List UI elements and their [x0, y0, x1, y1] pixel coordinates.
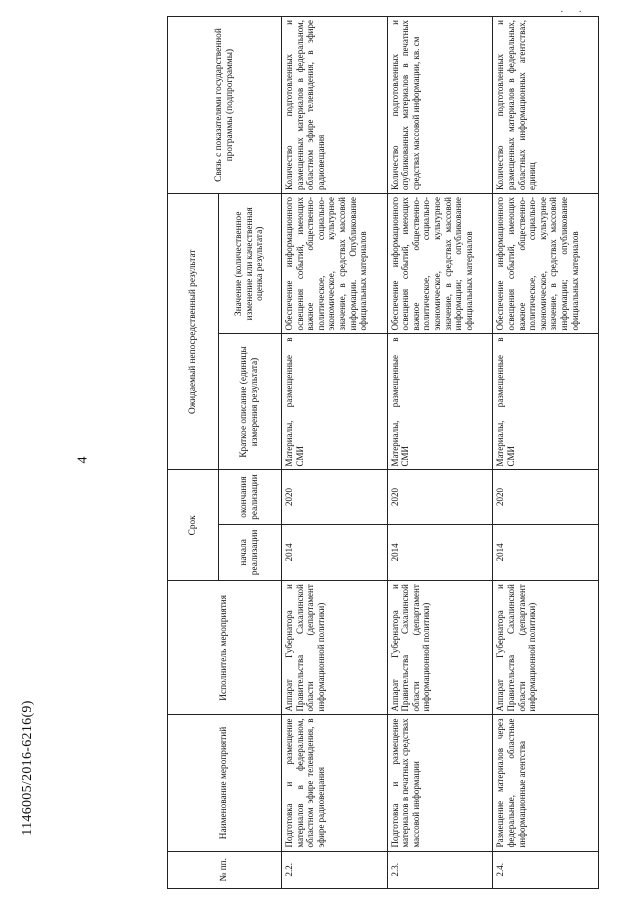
header-expected-desc: Краткое описание (единицы измерения результата) — [219, 334, 282, 470]
header-term-start: начала реализации — [219, 524, 282, 581]
row-desc: Материалы, размещенные в СМИ — [493, 334, 599, 470]
row-end: 2020 — [493, 470, 599, 524]
row-name: Подготовка и размещение материалов в печатных средствах массовой информации — [387, 715, 493, 851]
row-name: Размещение материалов через федеральные, областные информационные агентства — [493, 715, 599, 851]
table-row — [282, 17, 388, 889]
row-link: Количество подготовленных и опубликованных материалов в печатных средствах массовой информации, кв. см — [387, 17, 493, 194]
document-code: 1146005/2016-6216(9) — [20, 700, 35, 836]
row-start: 2014 — [387, 524, 493, 581]
row-link: Количество подготовленных и размещенных материалов в федеральных, областных информационных агентствах, единиц — [493, 17, 599, 194]
header-num: № пп. — [168, 851, 282, 888]
row-executor: Аппарат Губернатора и Правительства Сахалинской области (департамент информационной политики) — [387, 581, 493, 715]
header-expected-value: Значение (количественное изменение или качественная оценка результата) — [219, 194, 282, 334]
row-num: 2.3. — [387, 851, 493, 888]
row-end: 2020 — [282, 470, 388, 524]
table-row — [493, 17, 599, 889]
measures-table — [167, 16, 599, 889]
row-name: Подготовка и размещение материалов в федеральном, областном эфире телевидения, в эфире радиовещания — [282, 715, 388, 851]
row-num: 2.2. — [282, 851, 388, 888]
header-executor: Исполнитель мероприятия — [168, 581, 282, 715]
row-link: Количество подготовленных и размещенных материалов в федеральном, областном эфире телевидения, в эфире радиовещания — [282, 17, 388, 194]
header-name: Наименование мероприятий — [168, 715, 282, 851]
row-desc: Материалы, размещенные в СМИ — [387, 334, 493, 470]
row-num: 2.4. — [493, 851, 599, 888]
table-row — [387, 17, 493, 889]
row-end: 2020 — [387, 470, 493, 524]
row-desc: Материалы, размещенные в СМИ — [282, 334, 388, 470]
header-term: Срок — [168, 470, 219, 581]
row-executor: Аппарат Губернатора и Правительства Сахалинской области (департамент информационной политики) — [282, 581, 388, 715]
page-number: 4 — [75, 456, 91, 464]
row-start: 2014 — [493, 524, 599, 581]
header-term-end: окончания реализации — [219, 470, 282, 524]
header-expected: Ожидаемый непосредственный результат — [168, 194, 219, 470]
scan-marks: · · — [560, 6, 589, 18]
row-value: Обеспечение информационного освещения событий, имеющих важное общественно-политическое, социально-экономическое, культурное значение, в средствах массовой информации; опубликование официальных материалов — [493, 194, 599, 334]
row-executor: Аппарат Губернатора и Правительства Сахалинской области (департамент информационной политики) — [493, 581, 599, 715]
row-value: Обеспечение информационного освещения событий, имеющих важное общественно-политическое, социально-экономическое, культурное значение, в средствах массовой информации. Опубликование официальных материалов — [282, 194, 388, 334]
row-start: 2014 — [282, 524, 388, 581]
header-link: Связь с показателями государственной программы (подпрограммы) — [168, 17, 282, 194]
row-value: Обеспечение информационного освещения событий, имеющих важное общественно-политическое, социально-экономическое, культурное значение, в средствах массовой информации; опубликование официальных материалов — [387, 194, 493, 334]
rotated-table-wrapper — [167, 16, 599, 889]
